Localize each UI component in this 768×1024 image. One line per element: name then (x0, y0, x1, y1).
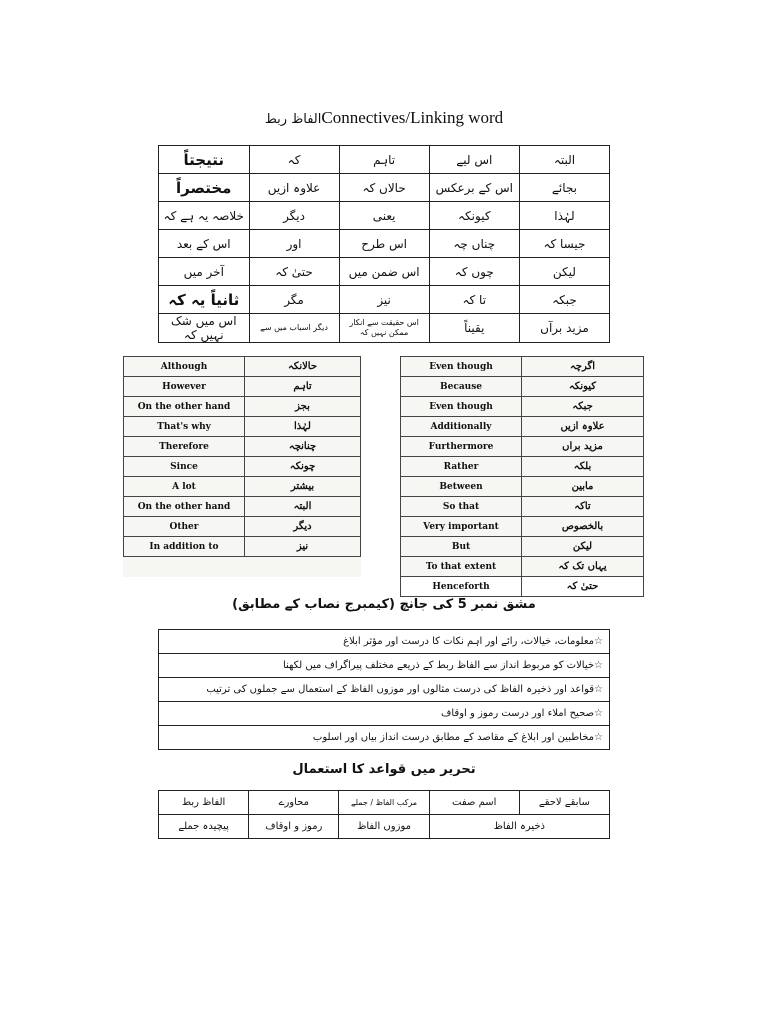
tools-cell: رموز و اوقاف (249, 815, 339, 839)
table-row (401, 377, 644, 397)
urdu-term: مزید براں (522, 437, 644, 457)
english-term: But (401, 537, 522, 557)
urdu-term: بلکہ (522, 457, 644, 477)
grid-row (159, 202, 610, 230)
table-row (124, 537, 361, 557)
grid-cell: کہ (249, 146, 339, 174)
criteria-text: معلومات، خیالات، رائے اور اہم نکات کا درست اور مؤثر ابلاغ (343, 636, 595, 647)
grid-row (159, 314, 610, 343)
grid-cell: اس طرح (339, 230, 429, 258)
table-row (401, 457, 644, 477)
table-row (124, 397, 361, 417)
urdu-term: دیگر (245, 517, 361, 537)
urdu-term: نیز (245, 537, 361, 557)
criteria-text: صحیح املاء اور درست رموز و اوقاف (441, 708, 595, 719)
english-term: On the other hand (124, 497, 245, 517)
urdu-term: البتہ (245, 497, 361, 517)
tools-cell: موزوں الفاظ (339, 815, 429, 839)
urdu-term: اگرچہ (522, 357, 644, 377)
tools-cell: سابقے لاحقے (519, 791, 609, 815)
table-row (124, 377, 361, 397)
urdu-term: جبکہ (522, 397, 644, 417)
practice-heading: مشق نمبر 5 کی جانچ (کیمبرج نصاب کے مطابق) (232, 597, 536, 612)
grid-row (159, 230, 610, 258)
table-row (401, 557, 644, 577)
english-term: In addition to (124, 537, 245, 557)
criteria-item (159, 702, 610, 726)
urdu-term: لہٰذا (245, 417, 361, 437)
english-urdu-table-right (400, 356, 644, 597)
english-term: Between (401, 477, 522, 497)
grid-cell: لیکن (519, 258, 609, 286)
table-row (401, 357, 644, 377)
urdu-term: علاوہ ازیں (522, 417, 644, 437)
urdu-term: بالخصوص (522, 517, 644, 537)
urdu-term: بیشتر (245, 477, 361, 497)
grid-cell: حتیٰ کہ (249, 258, 339, 286)
usage-heading: تحریر میں قواعد کا استعمال (292, 762, 476, 777)
criteria-item (159, 654, 610, 678)
english-term: Furthermore (401, 437, 522, 457)
english-term: A lot (124, 477, 245, 497)
english-term: Since (124, 457, 245, 477)
criteria-row (159, 630, 610, 654)
grid-cell: اس ضمن میں (339, 258, 429, 286)
grid-cell: تا کہ (429, 286, 519, 314)
title-urdu: الفاظ ربط (264, 112, 322, 127)
criteria-item (159, 630, 610, 654)
grid-row (159, 258, 610, 286)
english-term: On the other hand (124, 397, 245, 417)
criteria-text: مخاطبین اور ابلاغ کے مقاصد کے مطابق درست انداز بیاں اور اسلوب (312, 732, 595, 743)
criteria-item (159, 726, 610, 750)
table-row (124, 357, 361, 377)
english-term: Other (124, 517, 245, 537)
table-row (124, 457, 361, 477)
grid-cell: دیگر اسباب میں سے (249, 314, 339, 343)
urdu-term: حالانکہ (245, 357, 361, 377)
tools-cell: الفاظ ربط (159, 791, 249, 815)
table-row (124, 517, 361, 537)
grid-cell: نیز (339, 286, 429, 314)
star-icon: ☆ (594, 732, 603, 743)
table-row (124, 437, 361, 457)
table-row (401, 577, 644, 597)
criteria-row (159, 726, 610, 750)
english-term: That's why (124, 417, 245, 437)
grid-cell: نتیجتاً (159, 146, 250, 174)
english-term: Although (124, 357, 245, 377)
grid-cell: مختصراً (159, 174, 250, 202)
scan-table-right (400, 356, 644, 592)
tools-row (159, 815, 610, 839)
urdu-term: مابین (522, 477, 644, 497)
grid-cell: یعنی (339, 202, 429, 230)
english-term: Additionally (401, 417, 522, 437)
grid-cell: یقیناً (429, 314, 519, 343)
grid-cell: البتہ (519, 146, 609, 174)
urdu-term: بجز (245, 397, 361, 417)
table-row (401, 397, 644, 417)
grid-row (159, 286, 610, 314)
urdu-term: تاکہ (522, 497, 644, 517)
grid-cell: علاوہ ازیں (249, 174, 339, 202)
english-term: To that extent (401, 557, 522, 577)
table-row (124, 417, 361, 437)
urdu-term: کیونکہ (522, 377, 644, 397)
page-title (0, 108, 768, 128)
star-icon: ☆ (594, 708, 603, 719)
table-row (124, 477, 361, 497)
grid-cell: اور (249, 230, 339, 258)
english-term: So that (401, 497, 522, 517)
grid-cell: اس لیے (429, 146, 519, 174)
grid-cell: اس کے برعکس (429, 174, 519, 202)
grid-cell: ثانیاً یہ کہ (159, 286, 250, 314)
criteria-text: خیالات کو مربوط انداز سے الفاظ ربط کے ذریعے مختلف پیراگراف میں لکھنا (282, 660, 595, 671)
criteria-item (159, 678, 610, 702)
table-row (401, 537, 644, 557)
title-english: Connectives/Linking word (321, 108, 504, 127)
grid-cell: جیسا کہ (519, 230, 609, 258)
star-icon: ☆ (594, 660, 603, 671)
grid-cell: اس میں شک نہیں کہ (159, 314, 250, 343)
grid-cell: خلاصہ یہ ہے کہ (159, 202, 250, 230)
urdu-term: لیکن (522, 537, 644, 557)
grid-cell: مگر (249, 286, 339, 314)
table-row (401, 477, 644, 497)
english-term: Even though (401, 357, 522, 377)
urdu-term: تاہم (245, 377, 361, 397)
urdu-term: یہاں تک کہ (522, 557, 644, 577)
table-row (401, 517, 644, 537)
grid-cell: آخر میں (159, 258, 250, 286)
english-term: Because (401, 377, 522, 397)
grid-cell: بجائے (519, 174, 609, 202)
table-row (401, 497, 644, 517)
grammar-tools-table (158, 790, 610, 839)
criteria-text: قواعد اور ذخیرہ الفاظ کی درست مثالوں اور موزوں الفاظ کے استعمال سے جملوں کی ترتیب (206, 684, 595, 695)
grid-cell: لہٰذا (519, 202, 609, 230)
urdu-term: چونکہ (245, 457, 361, 477)
grid-cell: حالاں کہ (339, 174, 429, 202)
english-term: Rather (401, 457, 522, 477)
criteria-row (159, 654, 610, 678)
english-term: Henceforth (401, 577, 522, 597)
grid-cell: چناں چہ (429, 230, 519, 258)
tools-cell: اسم صفت (429, 791, 519, 815)
table-row (401, 437, 644, 457)
grid-row (159, 174, 610, 202)
table-row (124, 497, 361, 517)
tools-cell: ذخیرہ الفاظ (429, 815, 609, 839)
star-icon: ☆ (594, 636, 603, 647)
table-row (401, 417, 644, 437)
urdu-term: چنانچہ (245, 437, 361, 457)
english-term: However (124, 377, 245, 397)
english-term: Therefore (124, 437, 245, 457)
criteria-row (159, 702, 610, 726)
grid-cell: اس حقیقت سے انکار ممکن نہیں کہ (339, 314, 429, 343)
connectives-grid (158, 145, 610, 343)
tools-cell: محاورے (249, 791, 339, 815)
grid-cell: مزید برآں (519, 314, 609, 343)
english-term: Even though (401, 397, 522, 417)
grid-row (159, 146, 610, 174)
star-icon: ☆ (594, 684, 603, 695)
grid-cell: دیگر (249, 202, 339, 230)
grid-cell: تاہم (339, 146, 429, 174)
scan-table-left (123, 356, 361, 577)
english-urdu-table-left (123, 356, 361, 557)
urdu-term: حتیٰ کہ (522, 577, 644, 597)
tools-cell: مرکب الفاظ / جملے (339, 791, 429, 815)
grid-cell: جبکہ (519, 286, 609, 314)
grid-cell: چوں کہ (429, 258, 519, 286)
criteria-table (158, 629, 610, 750)
criteria-row (159, 678, 610, 702)
grid-cell: کیونکہ (429, 202, 519, 230)
tools-cell: پیچیدہ جملے (159, 815, 249, 839)
tools-row (159, 791, 610, 815)
english-term: Very important (401, 517, 522, 537)
grid-cell: اس کے بعد (159, 230, 250, 258)
